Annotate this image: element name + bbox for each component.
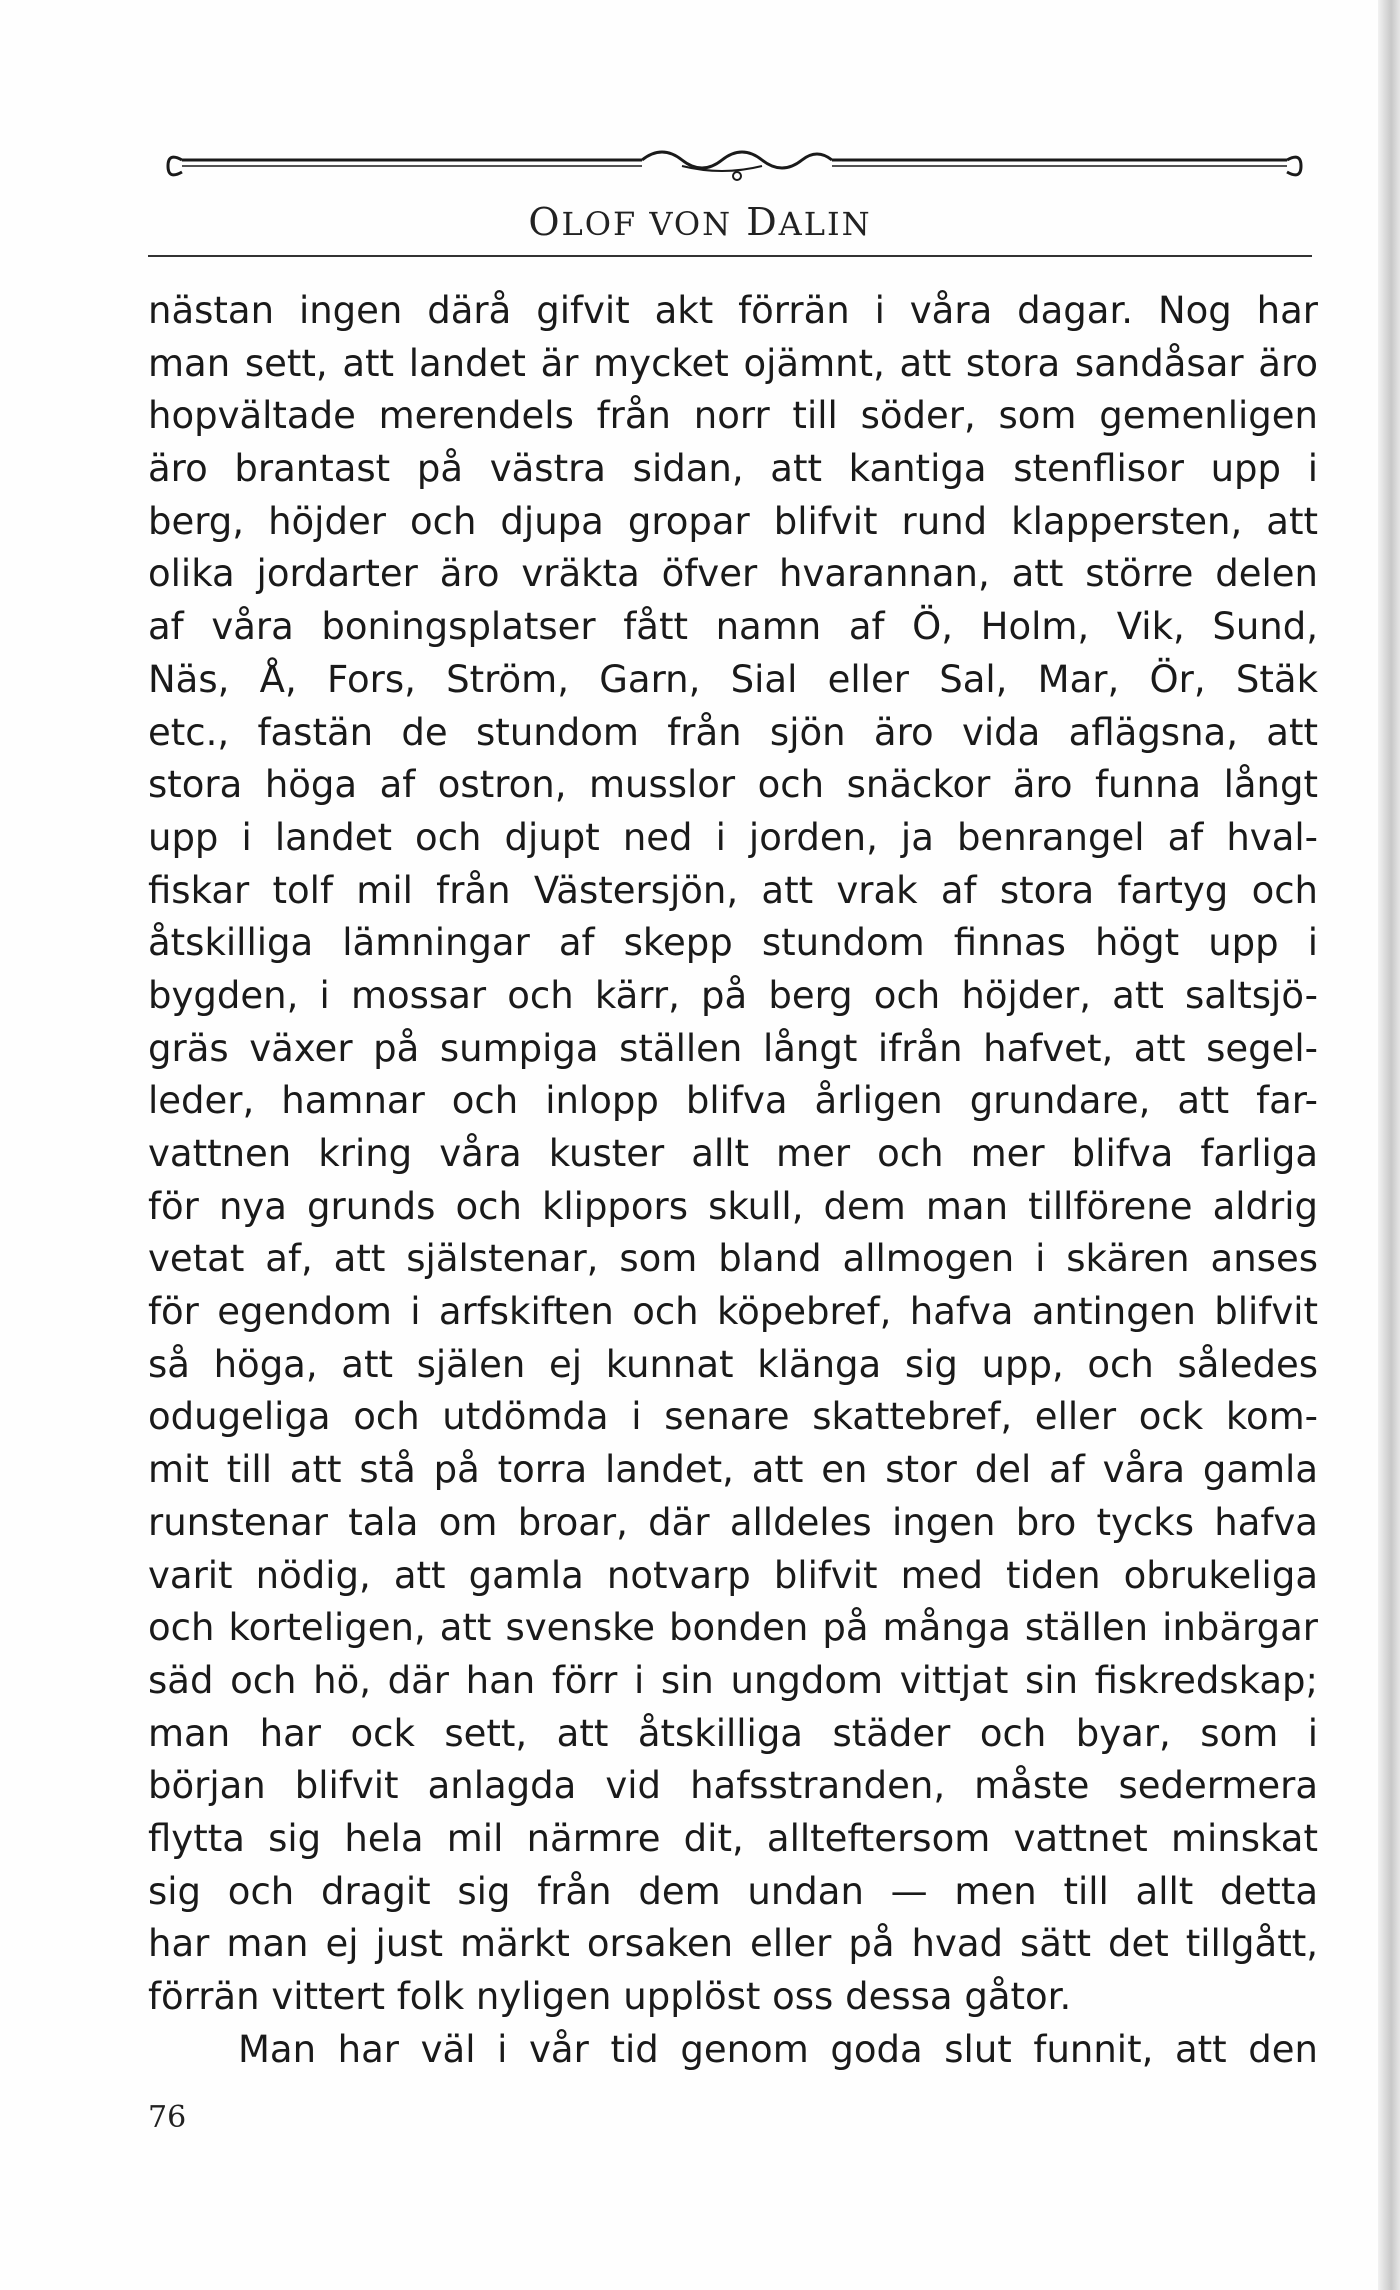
running-head [0,200,1400,244]
text-line: olika jordarter äro vräkta öfver hvarannan, att större delen [148,552,1318,596]
text-line: vetat af, att själstenar, som bland allmogen i skären anses [148,1237,1318,1281]
decorative-header-ornament [162,146,1312,186]
text-line: hopvältade merendels från norr till söder, som gemenligen [148,394,1318,438]
running-head-initial-2: D [732,200,779,244]
text-line: för nya grunds och klippors skull, dem man tillförene aldrig [148,1184,1318,1228]
text-line: etc., fastän de stundom från sjön äro vida aflägsna, att [148,710,1318,754]
text-line: bygden, i mossar och kärr, på berg och höjder, att saltsjö- [148,973,1318,1017]
text-line: fiskar tolf mil från Västersjön, att vrak af stora fartyg och [148,868,1318,912]
text-line-paragraph-end: förrän vittert folk nyligen upplöst oss dessa gåtor. [148,1975,1072,2018]
text-line: runstenar tala om broar, där alldeles ingen bro tycks hafva [148,1500,1318,1544]
text-line: Näs, Å, Fors, Ström, Garn, Sial eller Sal, Mar, Ör, Stäk [148,657,1318,701]
running-head-initial-1: O [528,200,562,244]
body-text [148,285,1318,2076]
text-line: äro brantast på västra sidan, att kantiga stenflisor upp i [148,447,1318,491]
text-line: upp i landet och djupt ned i jorden, ja benrangel af hval- [148,815,1318,859]
text-line: berg, höjder och djupa gropar blifvit rund klappersten, att [148,499,1318,543]
page-edge-shadow [1378,0,1400,2290]
running-head-part-1: LOF [561,205,650,243]
text-line-paragraph-start: Man har väl i vår tid genom goda slut funnit, att den [238,2027,1318,2071]
text-line: säd och hö, där han förr i sin ungdom vittjat sin fiskredskap; [148,1658,1318,1702]
text-line: man sett, att landet är mycket ojämnt, att stora sandåsar äro [148,341,1318,385]
text-line: och korteligen, att svenske bonden på många ställen inbärgar [148,1606,1318,1650]
text-line: åtskilliga lämningar af skepp stundom finnas högt upp i [148,921,1318,965]
text-line: nästan ingen därå gifvit akt förrän i våra dagar. Nog har [148,289,1318,332]
text-line: af våra boningsplatser fått namn af Ö, Holm, Vik, Sund, [148,605,1318,649]
text-line: sig och dragit sig från dem undan — men till allt detta [148,1869,1318,1913]
running-head-part-2: VON [649,205,733,243]
text-line: stora höga af ostron, musslor och snäckor äro funna långt [148,763,1318,807]
text-line: så höga, att själen ej kunnat klänga sig upp, och således [148,1342,1318,1386]
text-line: vattnen kring våra kuster allt mer och mer blifva farliga [148,1132,1318,1175]
page-number: 76 [148,2100,187,2135]
text-line: för egendom i arfskiften och köpebref, hafva antingen blifvit [148,1290,1318,1334]
running-head-part-3: ALIN [778,205,872,243]
text-line: har man ej just märkt orsaken eller på hvad sätt det tillgått, [148,1922,1318,1966]
text-line: man har ock sett, att åtskilliga städer och byar, som i [148,1711,1318,1755]
text-line: odugeliga och utdömda i senare skattebref, eller ock kom- [148,1395,1318,1439]
text-line: början blifvit anlagda vid hafsstranden, måste sedermera [148,1764,1318,1808]
text-line: flytta sig hela mil närmre dit, allteftersom vattnet minskat [148,1816,1318,1860]
header-rule [148,255,1312,257]
text-line: gräs växer på sumpiga ställen långt ifrån hafvet, att segel- [148,1026,1318,1070]
text-line: varit nödig, att gamla notvarp blifvit med tiden obrukeliga [148,1553,1318,1597]
text-line: leder, hamnar och inlopp blifva årligen grundare, att far- [148,1079,1318,1123]
text-line: mit till att stå på torra landet, att en stor del af våra gamla [148,1448,1318,1492]
